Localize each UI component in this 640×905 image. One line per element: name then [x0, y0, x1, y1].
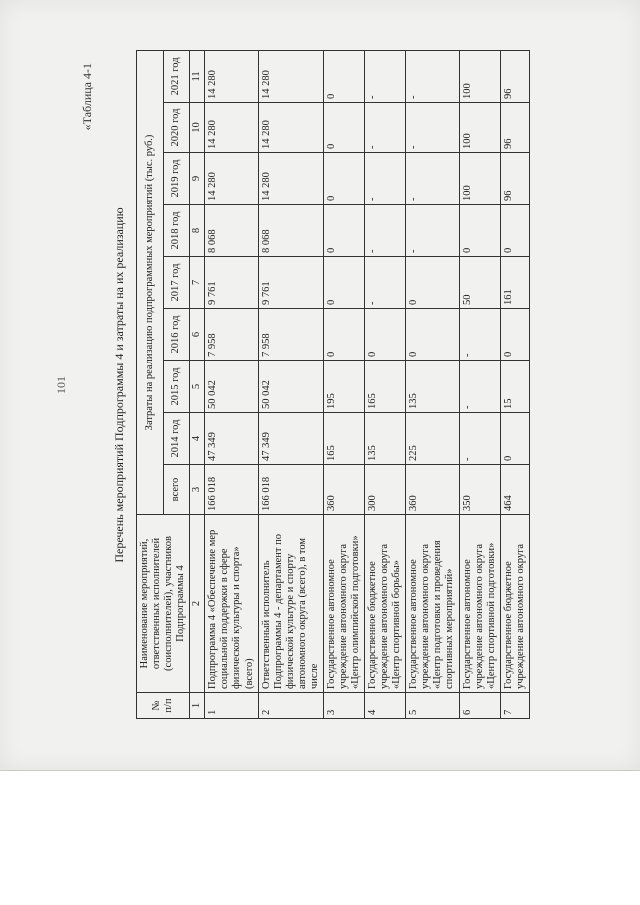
value-cell: 47 349	[258, 413, 323, 465]
value-cell: 0	[323, 309, 364, 361]
header-year: 2016 год	[163, 309, 190, 361]
value-cell: 8 068	[205, 205, 258, 257]
value-cell: 9 761	[205, 257, 258, 309]
costs-table	[136, 50, 530, 719]
value-cell: -	[459, 309, 500, 361]
value-cell: 0	[365, 309, 406, 361]
value-cell: 15	[500, 361, 529, 413]
value-cell: -	[365, 103, 406, 153]
value-cell: 50 042	[258, 361, 323, 413]
value-cell: 0	[406, 309, 459, 361]
value-cell: -	[406, 103, 459, 153]
value-cell: 100	[459, 153, 500, 205]
value-cell: 96	[500, 153, 529, 205]
row-number: 2	[258, 693, 323, 719]
table-container	[136, 51, 530, 719]
header-num: № п/п	[137, 693, 190, 719]
value-cell: 96	[500, 50, 529, 102]
value-cell: -	[459, 361, 500, 413]
column-index: 10	[190, 103, 205, 153]
value-cell: 50	[459, 257, 500, 309]
value-cell: 135	[406, 361, 459, 413]
value-cell: 0	[500, 413, 529, 465]
row-number: 5	[406, 693, 459, 719]
value-cell: 8 068	[258, 205, 323, 257]
column-index: 7	[190, 257, 205, 309]
header-year: 2019 год	[163, 153, 190, 205]
table-row	[205, 50, 258, 718]
column-index-row	[190, 50, 205, 718]
table-row	[459, 50, 500, 718]
value-cell: 100	[459, 50, 500, 102]
value-cell: -	[365, 257, 406, 309]
header-year: 2021 год	[163, 50, 190, 102]
value-cell: -	[406, 50, 459, 102]
value-cell: 0	[323, 257, 364, 309]
row-name: Государственное автономное учреждение автономного округа «Центр подготовки и проведения спортивных мероприятий»	[406, 515, 459, 693]
value-cell: -	[406, 153, 459, 205]
row-name: Государственное бюджетное учреждение автономного округа	[500, 515, 529, 693]
row-name: Государственное бюджетное учреждение автономного округа «Центр спортивной борьбы»	[365, 515, 406, 693]
value-cell: 166 018	[258, 465, 323, 515]
value-cell: 225	[406, 413, 459, 465]
value-cell: 360	[406, 465, 459, 515]
column-index: 9	[190, 153, 205, 205]
value-cell: 14 280	[205, 50, 258, 102]
value-cell: -	[365, 153, 406, 205]
value-cell: -	[365, 205, 406, 257]
column-index: 4	[190, 413, 205, 465]
value-cell: 14 280	[258, 103, 323, 153]
value-cell: 161	[500, 257, 529, 309]
column-index: 11	[190, 50, 205, 102]
value-cell: 165	[323, 413, 364, 465]
table-row	[500, 50, 529, 718]
column-index: 1	[190, 693, 205, 719]
header-name: Наименование мероприятий, ответственных исполнителей (соисполнителей), участников Подпрограммы 4	[137, 515, 190, 693]
column-index: 8	[190, 205, 205, 257]
value-cell: 47 349	[205, 413, 258, 465]
column-index: 3	[190, 465, 205, 515]
header-year: 2017 год	[163, 257, 190, 309]
table-row	[365, 50, 406, 718]
value-cell: 464	[500, 465, 529, 515]
value-cell: 7 958	[258, 309, 323, 361]
value-cell: 0	[459, 205, 500, 257]
page-number: 101	[54, 376, 68, 394]
value-cell: 100	[459, 103, 500, 153]
value-cell: 0	[323, 153, 364, 205]
row-number: 4	[365, 693, 406, 719]
table-body	[190, 50, 530, 718]
value-cell: 14 280	[205, 103, 258, 153]
column-index: 5	[190, 361, 205, 413]
value-cell: 360	[323, 465, 364, 515]
table-row	[323, 50, 364, 718]
header-year: 2018 год	[163, 205, 190, 257]
value-cell: 0	[406, 257, 459, 309]
value-cell: 300	[365, 465, 406, 515]
column-index: 2	[190, 515, 205, 693]
header-year: 2015 год	[163, 361, 190, 413]
row-name: Государственное автономное учреждение автономного округа «Центр олимпийской подготовки»	[323, 515, 364, 693]
row-name: Подпрограмма 4 «Обеспечение мер социальной поддержки в сфере физической культуры и спорта» (всего)	[205, 515, 258, 693]
column-index: 6	[190, 309, 205, 361]
value-cell: 96	[500, 103, 529, 153]
value-cell: 14 280	[258, 153, 323, 205]
value-cell: 165	[365, 361, 406, 413]
value-cell: 0	[500, 205, 529, 257]
value-cell: 14 280	[205, 153, 258, 205]
value-cell: 50 042	[205, 361, 258, 413]
value-cell: 0	[323, 205, 364, 257]
row-number: 3	[323, 693, 364, 719]
table-row	[258, 50, 323, 718]
value-cell: 350	[459, 465, 500, 515]
value-cell: 195	[323, 361, 364, 413]
header-year: 2020 год	[163, 103, 190, 153]
row-name: Государственное автономное учреждение автономного округа «Центр спортивной подготовки»	[459, 515, 500, 693]
value-cell: 7 958	[205, 309, 258, 361]
value-cell: 9 761	[258, 257, 323, 309]
header-year: 2014 год	[163, 413, 190, 465]
table-title: Перечень мероприятий Подпрограммы 4 и затраты на их реализацию	[112, 207, 126, 563]
value-cell: 0	[323, 50, 364, 102]
value-cell: -	[365, 50, 406, 102]
value-cell: -	[406, 205, 459, 257]
row-number: 7	[500, 693, 529, 719]
rotated-sheet	[40, 25, 600, 745]
header-costs-group: Затраты на реализацию подпрограммных мероприятий (тыс. руб.)	[137, 50, 164, 514]
header-total: всего	[163, 465, 190, 515]
header-row-1	[137, 50, 164, 718]
table-row	[406, 50, 459, 718]
value-cell: 135	[365, 413, 406, 465]
table-reference: «Таблица 4-1	[80, 63, 94, 131]
value-cell: 14 280	[258, 50, 323, 102]
value-cell: 0	[323, 103, 364, 153]
row-number: 1	[205, 693, 258, 719]
row-name: Ответственный исполнитель Подпрограммы 4 - департамент по физической культуре и спорту автономного округа (всего), в том числе	[258, 515, 323, 693]
value-cell: 0	[500, 309, 529, 361]
row-number: 6	[459, 693, 500, 719]
value-cell: 166 018	[205, 465, 258, 515]
value-cell: -	[459, 413, 500, 465]
